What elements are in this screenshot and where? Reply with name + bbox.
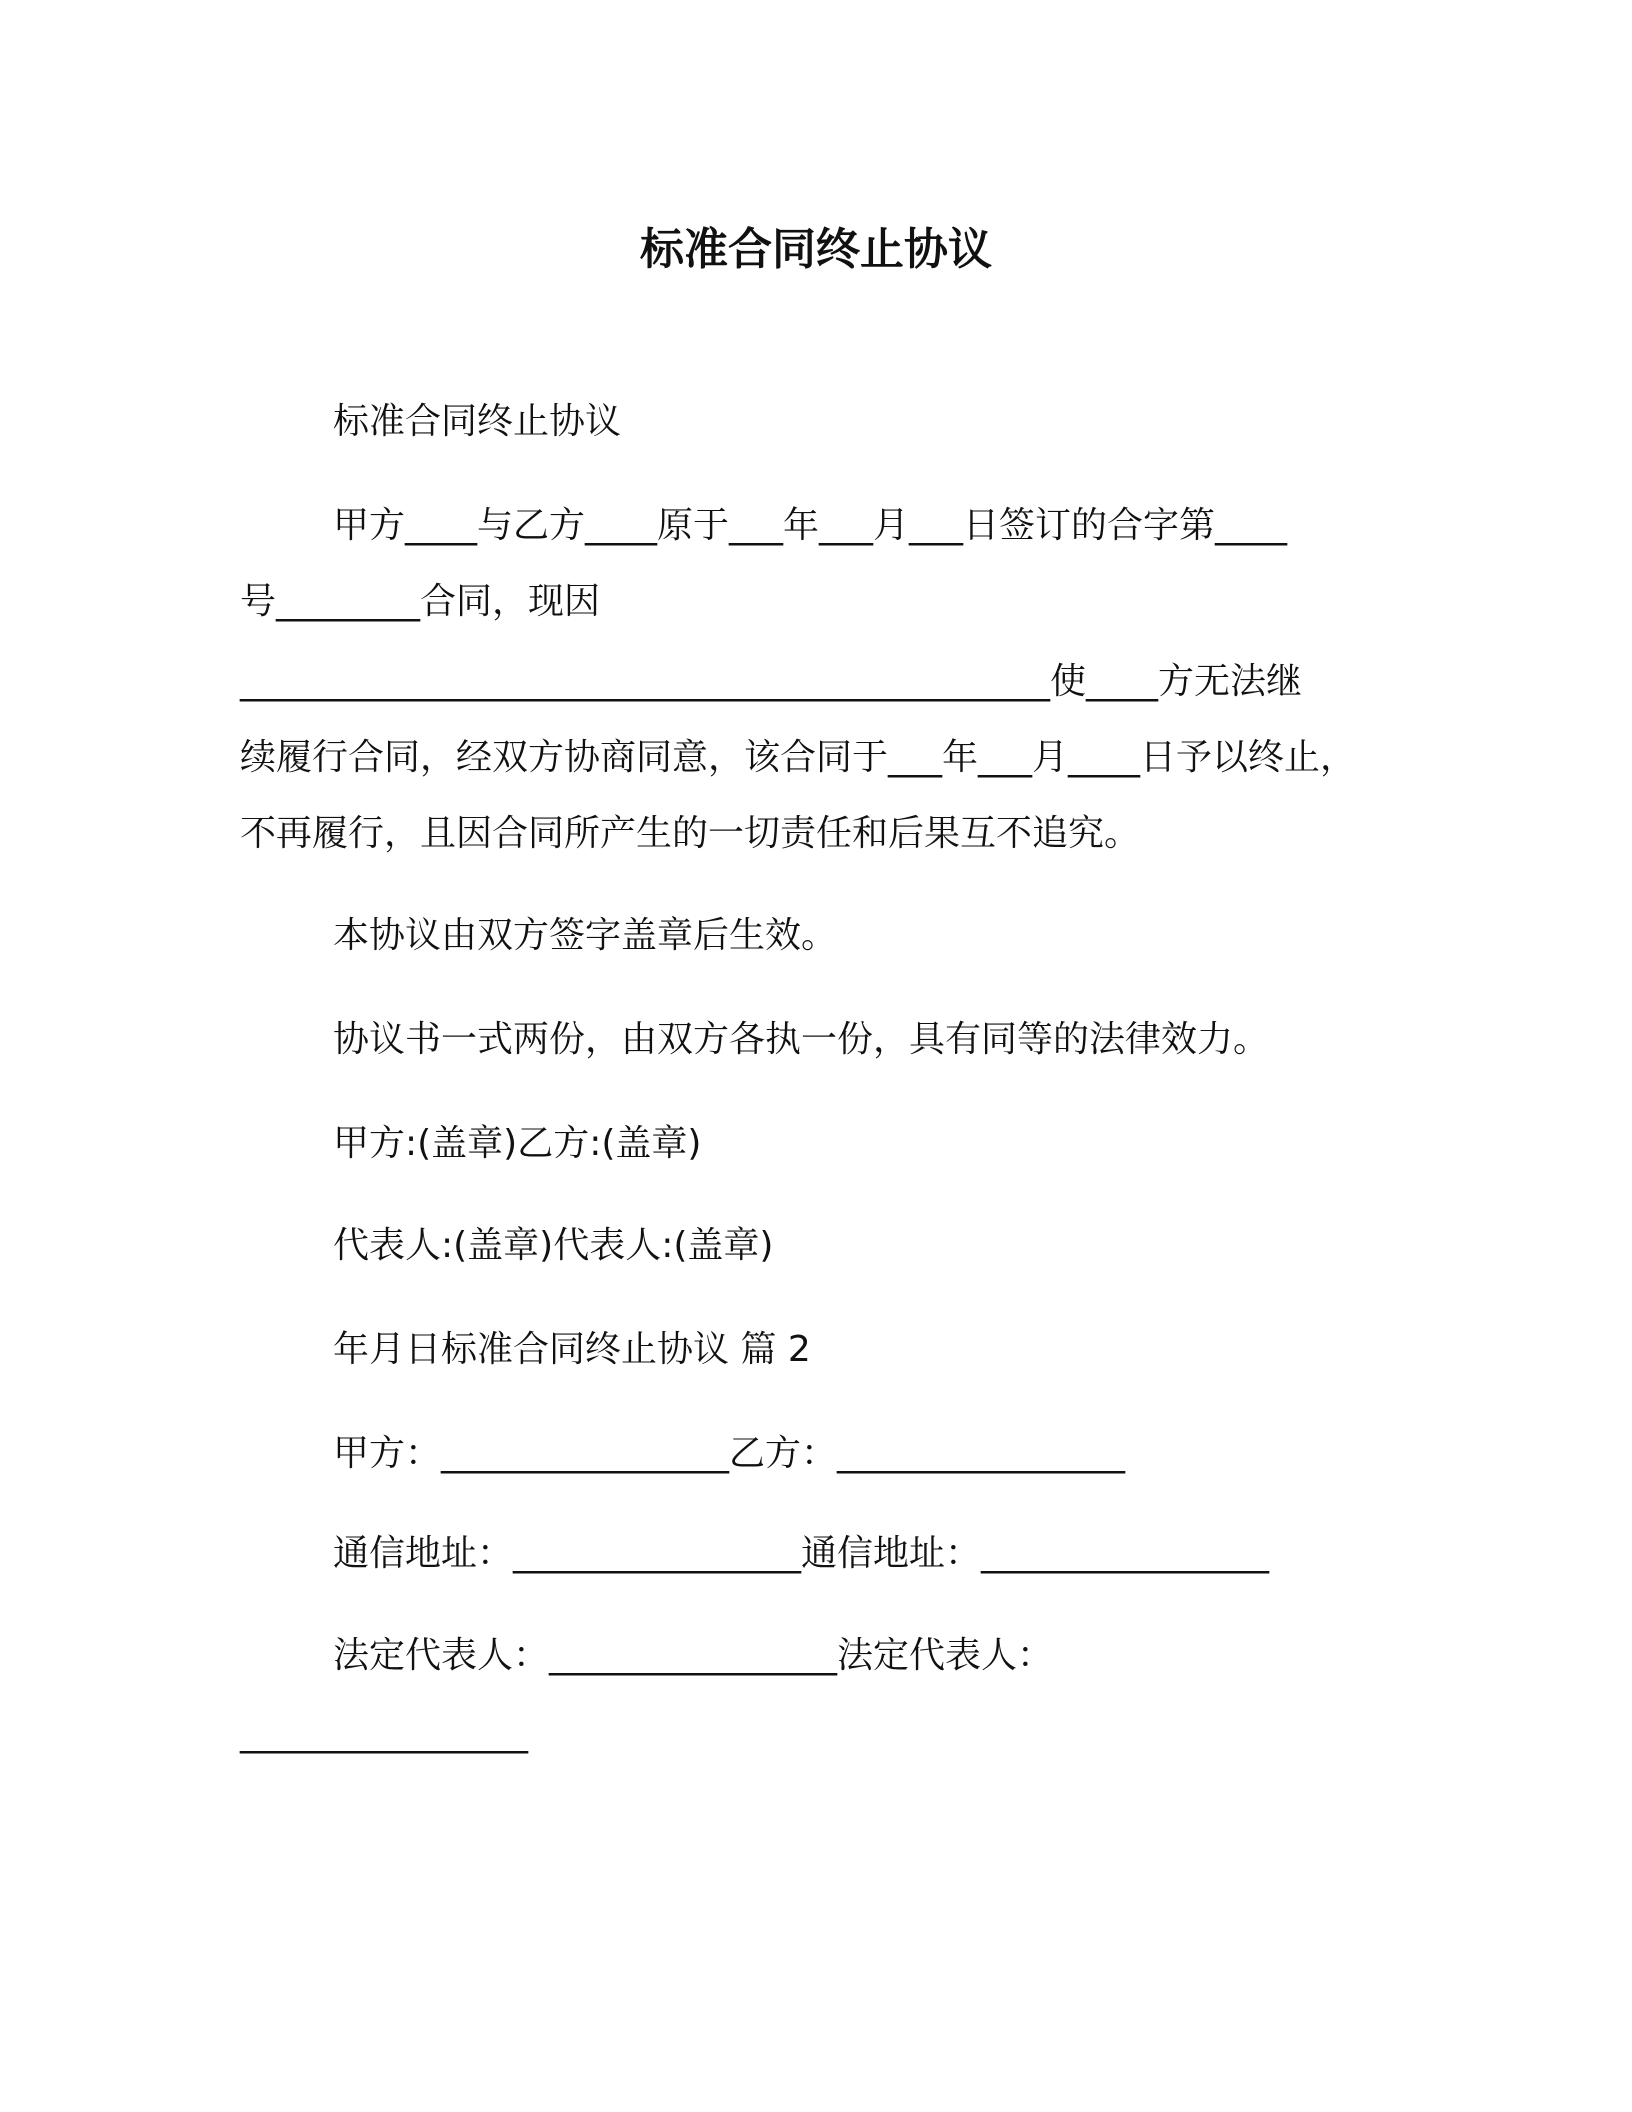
document-title: 标准合同终止协议 [640,224,992,275]
paragraph-line: 甲方____与乙方____原于___年___月___日签订的合字第____ [333,505,1288,546]
form-line-legal-rep: 法定代表人：________________法定代表人： [333,1635,1054,1676]
paragraph-line: 不再履行，且因合同所产生的一切责任和后果互不追究。 [240,813,1141,854]
subheading: 标准合同终止协议 [333,401,622,442]
paragraph-line: 号________合同，现因 [240,581,601,622]
paragraph-line: 本协议由双方签字盖章后生效。 [333,915,838,956]
section-heading-2: 年月日标准合同终止协议 篇 2 [333,1329,811,1370]
signature-line-representative: 代表人:(盖章)代表人:(盖章) [333,1225,774,1266]
form-line-continuation: ________________ [240,1713,528,1754]
signature-line-party: 甲方:(盖章)乙方:(盖章) [333,1123,702,1164]
paragraph-line: 续履行合同，经双方协商同意，该合同于___年___月____日予以终止， [240,737,1357,778]
paragraph-line: _____________________________________________使____方无法继 [240,661,1302,702]
form-line-party: 甲方：________________乙方：________________ [333,1433,1126,1474]
form-line-address: 通信地址：________________通信地址：________________ [333,1533,1270,1574]
paragraph-line: 协议书一式两份，由双方各执一份，具有同等的法律效力。 [333,1019,1270,1060]
